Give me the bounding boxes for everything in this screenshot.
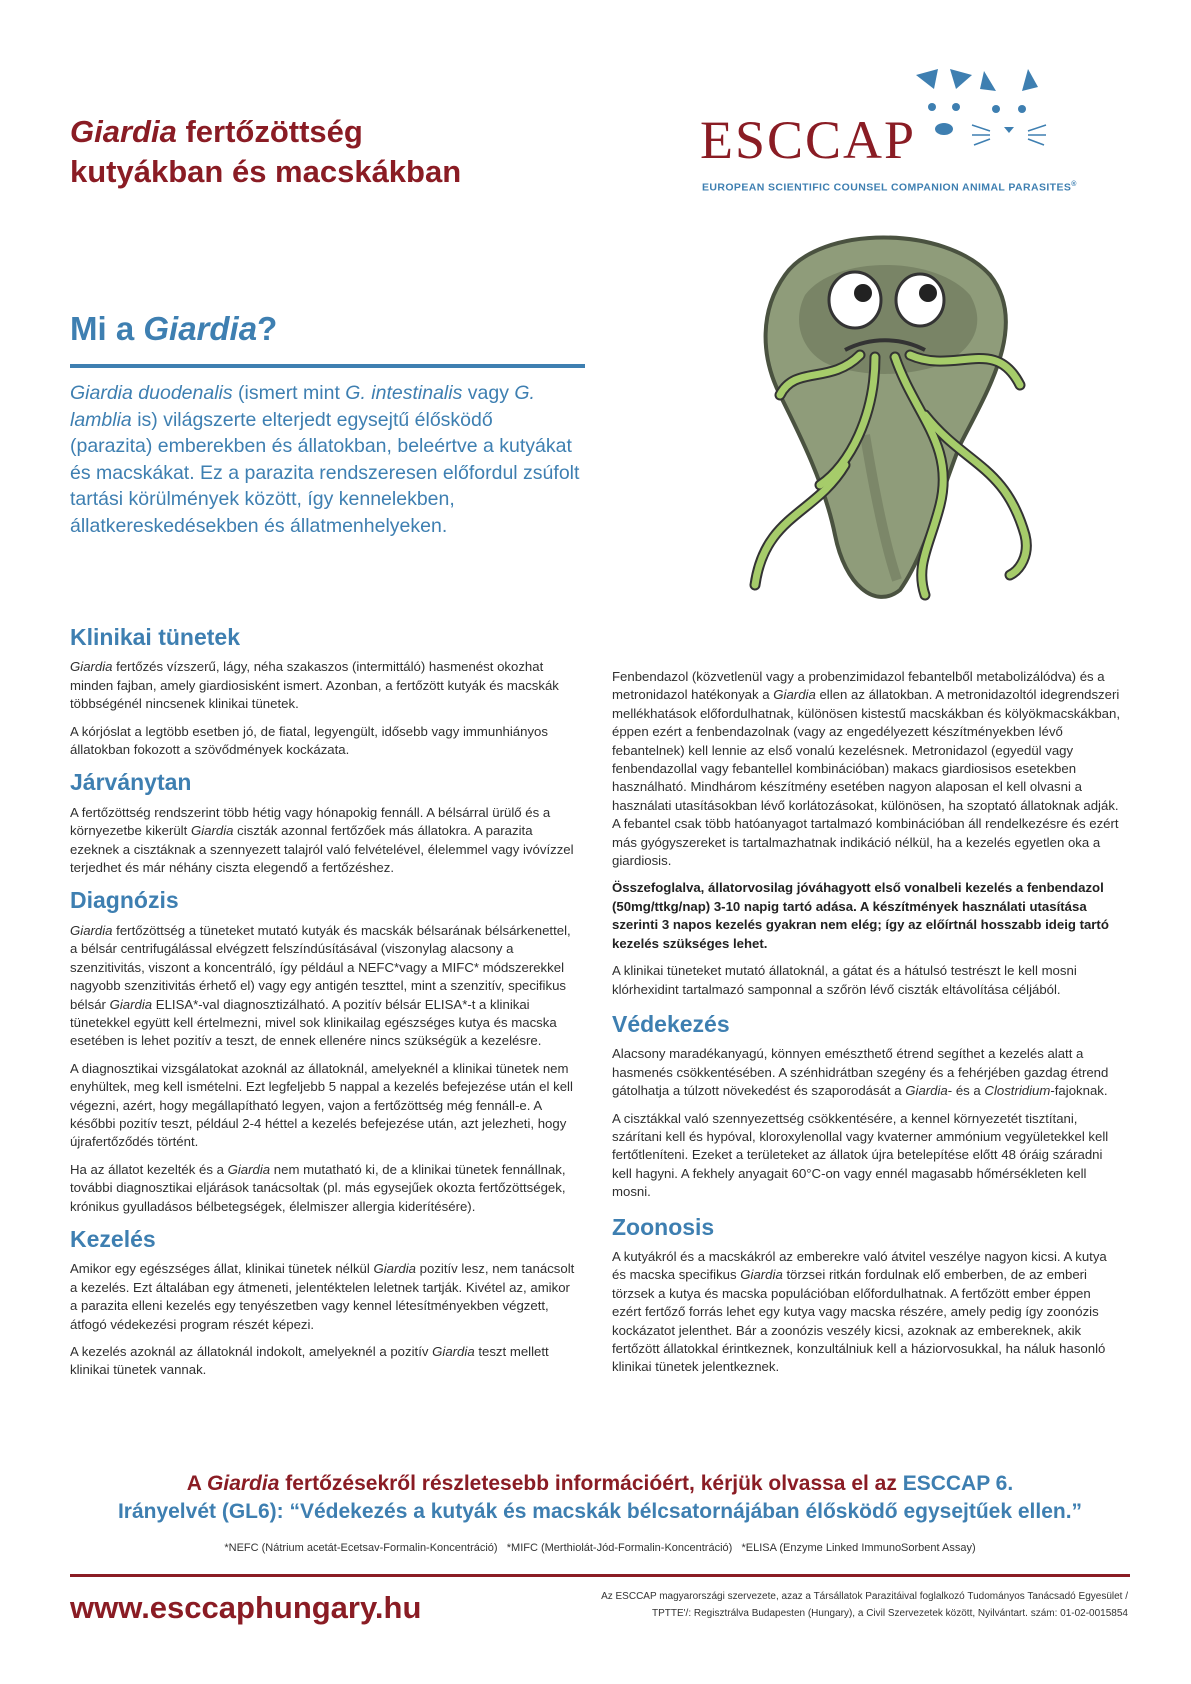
giardia-cartoon-illustration <box>725 215 1045 620</box>
epidemiology-p1: A fertőzöttség rendszerint több hétig vagy hónapokig fennáll. A bélsárral ürülő és a környezetbe kikerült Giardia ciszták azonnal fertőzőek más állatokra. A parazita ezeknek a cisztáknak a szennyezett talajról való felvételével, élelemmel vagy ivóvízzel terjedhet és már néhány ciszta elegendő a fertőzéshez. <box>70 804 574 876</box>
guideline-link[interactable]: ESCCAP 6. <box>902 1472 1014 1495</box>
what-is-heading: Mi a Giardia? <box>70 310 278 347</box>
guideline-reference: A Giardia fertőzésekről részletesebb információért, kérjük olvassa el az ESCCAP 6. Irányelvét (GL6): “Védekezés a kutyák és macskák bélcsatornájában élősködő egysejtűek ellen.” <box>70 1470 1130 1526</box>
logo-name: ESCCAP <box>700 110 917 170</box>
diagnosis-p1: Giardia fertőzöttség a tüneteket mutató kutyák és macskák bélsarának bélsárkenettel, a bélsár centrifugálással elvégzett felszíndúsításával (viszonylag alacsony a szenzitivitás, viszont a koncentráló, így például a NEFC*vagy a MIFC* módszerekkel nagyobb szenzitivitás érhető el) vagy egy antigén teszttel, mint a szenzitív, specifikus bélsár Giardia ELISA*-val diagnosztizálható. A pozitív bélsár ELISA*-t a klinikai tünetekkel együtt kell értelmezni, mivel sok klinikailag egészséges kutya és macska esetében is lehet pozitív a teszt, de ennek ellenére nincs szükségük a kezelésre. <box>70 922 571 1049</box>
title-line2: kutyákban és macskákban <box>70 154 462 189</box>
legal-notice: Az ESCCAP magyarországi szervezete, azaz a Társállatok Parazitáival foglalkozó Tudományos Tanácsadó Egyesület / TPTTE'/: Regisztrálva Budapesten (Hungary), a Civil Szervezetek között, Nyilvántart. szám: 01-02-0015854 <box>601 1591 1128 1619</box>
prevention-p1: Alacsony maradékanyagú, könnyen emészthető étrend segíthet a kezelés alatt a hasmenés csökkentésében. A szénhidrátban szegény és a fehérjében gazdag étrend gátolhatja a túlzott növekedést és szaporodását a Giardia- és a Clostridium-fajoknak. <box>612 1046 1109 1099</box>
epidemiology-heading: Járványtan <box>70 769 192 796</box>
treatment-heading: Kezelés <box>70 1225 156 1252</box>
diagnosis-heading: Diagnózis <box>70 887 179 914</box>
heading-underline <box>70 364 585 368</box>
treatment-p1: Amikor egy egészséges állat, klinikai tünetek nélkül Giardia pozitív lesz, nem tanácsolt a kezelés. Ezt általában egy átmeneti, jelentéktelen leletnek tartják. Kivétel az, amikor a parazita elleni kezelés egy tenyészetben vagy kennel létesítményekben végzett, átfogó védekezési program részét képezi. <box>70 1261 575 1332</box>
logo-subtitle: EUROPEAN SCIENTIFIC COUNSEL COMPANION ANIMAL PARASITES® <box>702 181 1077 194</box>
guideline-title: Irányelvét (GL6): “Védekezés a kutyák és macskák bélcsatornájában élősködő egysejtűek ellen.” <box>117 1500 1083 1523</box>
zoonosis-p1: A kutyákról és a macskákról az emberekre való átvitel veszélye nagyon kicsi. A kutya és macska specifikus Giardia törzsei ritkán fordulnak elő emberben, de az emberi törzsek a kutya és macska populációban előfordulhatnak. A fertőzött ember éppen ezért fertőző forrás lehet egy kutya vagy macska részére, amely pedig így zoonózis kockázatot jelenthet. Bár a zoonózis veszély kicsi, azoknak az embereknek, akik fertőzött állatokkal érintkeznek, konzultálniuk kell a háziorvosukkal, ha náluk hasonló klinikai tünetek jelentkeznek. <box>612 1248 1107 1375</box>
document-title <box>70 112 461 192</box>
clinical-heading: Klinikai tünetek <box>70 624 240 650</box>
abbreviations-footnote: *NEFC (Nátrium acetát-Ecetsav-Formalin-Koncentráció) *MIFC (Merthiolát-Jód-Formalin-Koncentráció) *ELISA (Enzyme Linked ImmunoSorbent Assay) <box>224 1542 976 1554</box>
diagnosis-p3: Ha az állatot kezelték és a Giardia nem mutatható ki, de a klinikai tünetek fennállnak, további diagnosztikai eljárások tanácsoltak (pl. más egysejűek okozta fertőzöttségek, krónikus gyulladásos bélbetegségek, élelmiszer allergia kiderítésére). <box>70 1161 566 1214</box>
diagnosis-p2: A diagnosztikai vizsgálatokat azoknál az állatoknál, amelyeknél a klinikai tünetek nem enyhültek, meg kell ismételni. Ezt legfeljebb 5 nappal a kezelés befejezése után el kell végezni, azért, hogy megállapítható legyen, vajon a fertőzöttség még fennáll-e. A későbbi pozitív teszt, például 2-4 héttel a kezelés befejezése után, azt jelezheti, hogy újrafertőződés történt. <box>70 1060 573 1150</box>
treatment-p5: A klinikai tüneteket mutató állatoknál, a gátat és a hátulsó testrészt le kell mosni klórhexidint tartalmazó samponnal a szőrön lévő ciszták eltávolítása céljából. <box>612 963 1077 997</box>
title-rest: fertőzöttség <box>176 114 363 149</box>
esccap-logo <box>700 65 1140 205</box>
right-column <box>612 668 1122 1386</box>
website-link[interactable]: www.esccaphungary.hu <box>70 1590 422 1625</box>
treatment-p2: A kezelés azoknál az állatoknál indokolt, amelyeknél a pozitív Giardia teszt mellett klinikai tünetek vannak. <box>70 1344 549 1378</box>
left-column <box>70 624 580 1389</box>
footer-divider <box>70 1574 1130 1577</box>
prevention-p2: A cisztákkal való szennyezettség csökkentésére, a kennel környezetét tisztítani, szárítani kell és hypóval, kloroxylenollal vagy kvaterner ammónium vegyületekkel kell fertőtleníteni. Ezeket a területeket az állatok újra betelepítése előtt 48 óráig száradni kell hagyni. A fekhely anyagait 60°C-on vagy ennél magasabb hőmérsékleten kell mosni. <box>612 1110 1109 1200</box>
clinical-p1: Giardia fertőzés vízszerű, lágy, néha szakaszos (intermittáló) hasmenést okozhat minden fajban, amely giardiosisként ismert. Azonban, a fertőzött kutyák és macskák többségénél nincsenek klinikai tünetek. <box>70 659 559 712</box>
treatment-p3: Fenbendazol (közvetlenül vagy a probenzimidazol febantelből metabolizálódva) és a metronidazol hatékonyak a Giardia ellen az állatokban. A metronidazoltól idegrendszeri mellékhatások előfordulhatnak, különösen kistestű macskákban és kölyökmacskákban, éppen ezért a fenbendazolnak (vagy az engedélyezett készítményekben lévő febantelnek) kell lennie az első vonalú kezelésnek. Metronidazol (egyedül vagy fenbendazollal vagy febantellel kombinációban) makacs giardiosisos esetekben használható. Mindhárom készítmény esetében nagyon alaposan el kell olvasni a használati utasításokban lévő korlátozásokat, különösen, ha szoptató állatoknak adják. A febantel csak több hatóanyagot tartalmazó kombinációban áll rendelkezésre és ezért más gyógyszereket is tartalmazhatnak indikáció nélkül, ha a kezelés egyetlen oka a giardiosis. <box>612 669 1120 869</box>
intro-paragraph: Giardia duodenalis (ismert mint G. intestinalis vagy G. lamblia is) világszerte elterjedt egysejtű élősködő (parazita) emberekben és állatokban, beleértve a kutyákat és macskákat. Ez a parazita rendszeresen előfordul zsúfolt tartási körülmények között, így kennelekben, állatkereskedésekben és állatmenhelyeken. <box>70 382 580 537</box>
clinical-p2: A kórjóslat a legtöbb esetben jó, de fiatal, legyengült, idősebb vagy immunhiányos állatokban fokozott a szövődmények kockázata. <box>70 723 548 758</box>
prevention-heading: Védekezés <box>612 1010 730 1037</box>
treatment-summary: Összefoglalva, állatorvosilag jóváhagyott első vonalbeli kezelés a fenbendazol (50mg/ttkg/nap) 3-10 napig tartó adása. A készítmények használati utasítása szerinti 3 napos kezelés gyakran nem elég; így az előírtnál hosszabb ideig tartó kezelés szükséges lehet. <box>612 880 1109 951</box>
title-italic: Giardia <box>70 114 177 149</box>
zoonosis-heading: Zoonosis <box>612 1213 715 1240</box>
dog-cat-face-icon <box>910 65 1050 165</box>
